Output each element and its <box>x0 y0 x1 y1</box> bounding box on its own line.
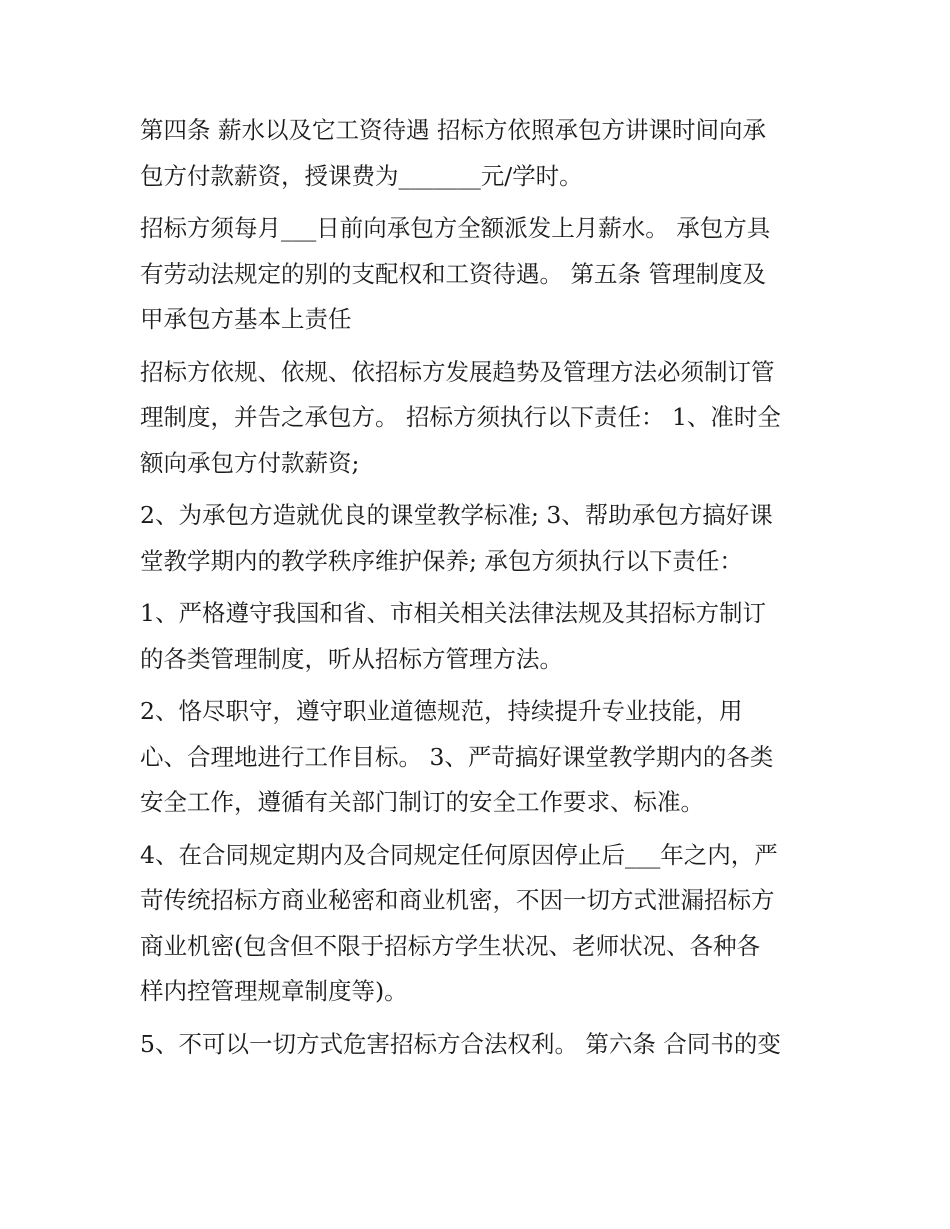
paragraph-article-4 <box>140 108 820 199</box>
text-line: 心、合理地进行工作目标。 3、严苛搞好课堂教学期内的各类 <box>140 742 774 771</box>
text-line: 2、为承包方造就优良的课堂教学标准; 3、帮助承包方搞好课 <box>140 501 773 529</box>
paragraph-duty-5 <box>140 1022 820 1068</box>
text-line: 堂教学期内的教学秩序维护保养; 承包方须执行以下责任： <box>140 546 743 575</box>
paragraph-duty-1 <box>140 591 820 682</box>
text-line: 5、不可以一切方式危害招标方合法权利。 第六条 合同书的变 <box>140 1029 781 1058</box>
paragraph-duty-4 <box>140 833 820 1015</box>
text-line: 额向承包方付款薪资; <box>140 448 360 477</box>
paragraph-management-system <box>140 350 820 487</box>
document-body <box>140 108 820 1067</box>
paragraph-duty-2-3 <box>140 689 820 826</box>
text-line: 招标方须每月___日前向承包方全额派发上月薪水。 承包方具 <box>140 214 771 242</box>
paragraph-party-a-duties <box>140 493 820 584</box>
text-line: 苛传统招标方商业秘密和商业机密，不因一切方式泄漏招标方 <box>140 886 775 914</box>
text-line: 甲承包方基本上责任 <box>140 305 352 333</box>
text-line: 1、严格遵守我国和省、市相关相关法律法规及其招标方制订 <box>140 599 766 627</box>
text-line: 4、在合同规定期内及合同规定任何原因停止后___年之内，严 <box>140 840 778 869</box>
paragraph-salary-payment <box>140 206 820 343</box>
text-line: 理制度，并告之承包方。 招标方须执行以下责任： 1、准时全 <box>140 403 781 431</box>
text-line: 样内控管理规章制度等)。 <box>140 977 408 1005</box>
text-line: 商业机密(包含但不限于招标方学生状况、老师状况、各种各 <box>140 931 761 960</box>
text-line: 2、恪尽职守，遵守职业道德规范，持续提升专业技能，用 <box>140 697 743 725</box>
text-line: 第四条 薪水以及它工资待遇 招标方依照承包方讲课时间向承 <box>140 116 766 144</box>
text-line: 招标方依规、依规、依招标方发展趋势及管理方法必须制订管 <box>140 357 775 386</box>
text-line: 有劳动法规定的别的支配权和工资待遇。 第五条 管理制度及 <box>140 259 766 288</box>
text-line: 安全工作，遵循有关部门制订的安全工作要求、标准。 <box>140 788 704 816</box>
text-line: 包方付款薪资，授课费为_______元/学时。 <box>140 161 583 190</box>
text-line: 的各类管理制度，听从招标方管理方法。 <box>140 644 563 673</box>
